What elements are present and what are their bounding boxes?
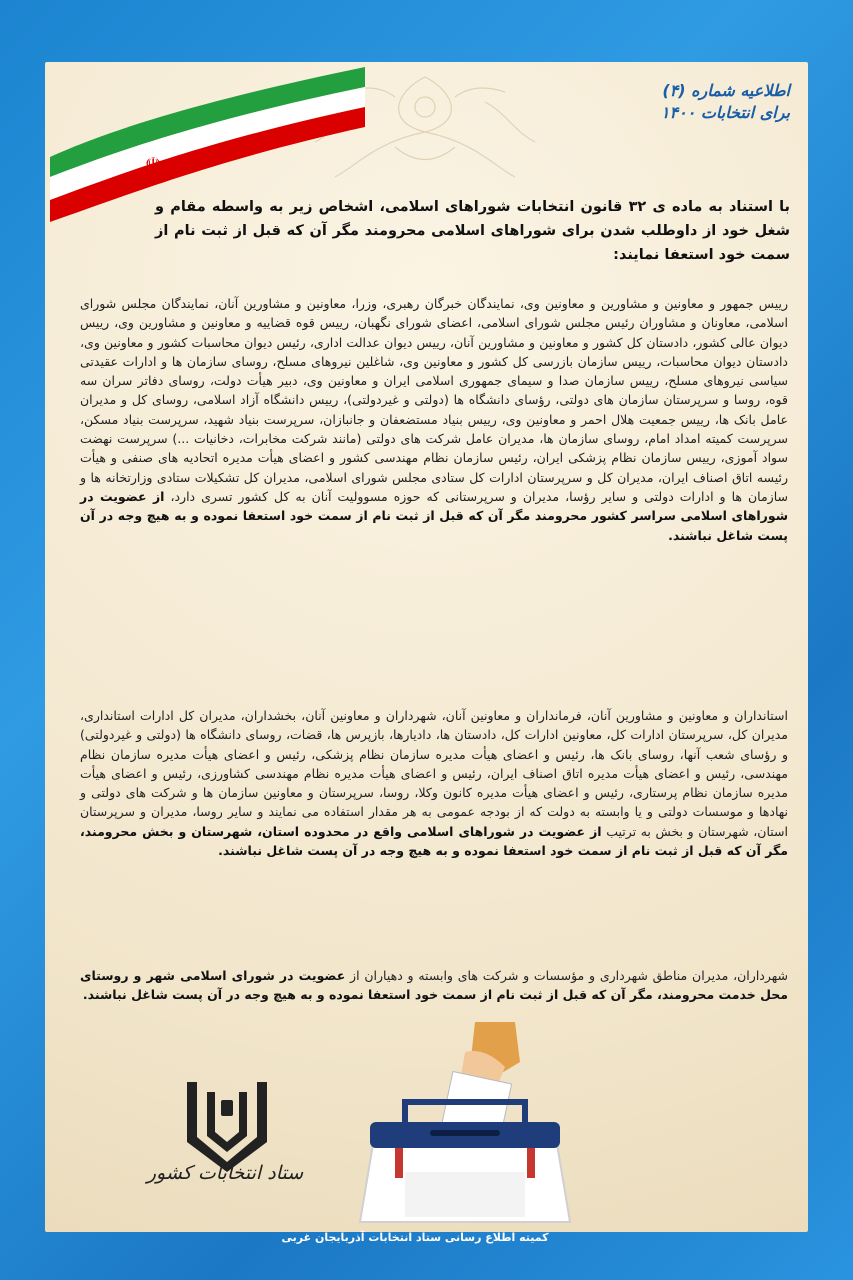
- paragraph-bold: از عضویت در شوراهای اسلامی سراسر کشور محرومند مگر آن که قبل از ثبت نام از سمت خود استعفا نموده و به هیچ وجه در آن پست شاغل نباشند.: [80, 488, 788, 543]
- paragraph-text: رییس جمهور و معاونین و مشاورین و معاونین وی، نمایندگان خبرگان رهبری، وزرا، معاونین و مشاورین آنان، نمایندگان مجلس شورای اسلامی، معاونان و مشاوران رئیس مجلس شورای اسلامی، اعضای شورای نگهبان، رییس قوه قضاییه و معاونین و مشاورین وی، رییس دیوان عالی کشور، دادستان کل کشور و معاونین و مشاورین آنان، رییس دیوان عدالت اداری، رئیس دیوان محاسبات کشور و معاونین وی، دادستان دیوان محاسبات، رییس سازمان بازرسی کل کشور و معاونین وی، شاغلین نیروهای مسلح، روسای سازمان ها و ادارات عقیدتی سیاسی نیروهای مسلح، رییس سازمان صدا و سیمای جمهوری اسلامی ایران و معاونین وی، دبیر هیأت دولت، روسای دفاتر سران سه قوه، روسا و سرپرستان سازمان های دولتی، رؤسای دانشگاه ها (دولتی و غیردولتی)، رییس دانشگاه آزاد اسلامی، روسای کل و مدیران عامل بانک ها، رییس جمعیت هلال احمر و معاونین وی، رییس بنیاد مستضعفان و جانبازان، سرپرست بنیاد شهید، سرپرست بنیاد مسکن، سرپرست کمیته امداد امام، روسای سازمان ها، مدیران عامل شرکت های دولتی (مانند شرکت مخابرات، دخانیات ...) سرپرست نهضت سواد آموزی، رییس سازمان نظام پزشکی ایران، رئیس سازمان نظام مهندسی کشور و اعضای هیأت مدیره اتحادیه های صنفی و هیأت رئیسه اتاق اصناف ایران، مدیران کل و سرپرستان ادارات کل ستادی مجلس شورای اسلامی، مدیران کل تشکیلات ستادی وزارتخانه ها و سازمان ها و ادارات دولتی و سایر رؤسا، مدیران و سرپرستانی که حوزه مسوولیت آنان به کل کشور تسری دارد،: [80, 296, 788, 504]
- paragraph-municipal: [80, 966, 788, 1005]
- paragraph-text: شهرداران، مدیران مناطق شهرداری و مؤسسات و شرکت های وابسته و دهیاران از: [345, 968, 788, 983]
- svg-text:☫: ☫: [145, 154, 162, 175]
- paragraph-provincial: [80, 706, 788, 860]
- notice-number: اطلاعیه شماره (۴): [662, 81, 790, 100]
- footer-committee: [0, 1231, 853, 1244]
- paragraph-text: استانداران و معاونین و مشاورین آنان، فرمانداران و معاونین آنان، شهرداران و معاونین آنان، بخشداران، مدیران کل ادارات استانداری، مدیران کل، سرپرستان ادارات کل، معاونین ادارات کل، دادستان ها، دادیارها، بازپرس ها، قضات، روسای دانشگاه ها (دولتی و غیردولتی) و رؤسای شعب آنها، روسای بانک ها، رئیس و اعضای هیأت مدیره سازمان نظام پزشکی، رئیس و اعضای هیأت مدیره سازمان نظام مهندسی، رئیس و اعضای هیأت مدیره اتاق اصناف ایران، رئیس و اعضای هیأت مدیره نظام مهندسی کشاورزی، رئیس و اعضای هیأت مدیره سازمان نظام پرستاری، رئیس و اعضای هیأت مدیره کانون وکلا، روسا، سرپرستان و معاونین سازمان ها و شرکت های دولتی و نهادها و موسسات دولتی و یا وابسته به دولت که از بودجه عمومی به هر مقدار استفاده می نمایند و سایر روسا، مدیران و سرپرستان استان، شهرستان و بخش به ترتیب: [80, 708, 788, 839]
- ballot-box-illustration: [345, 1022, 585, 1232]
- paragraph-national: [80, 294, 788, 545]
- paragraph-bold: از عضویت در شوراهای اسلامی واقع در محدوده استان، شهرستان و بخش محرومند، مگر آن که قبل از ثبت نام از سمت خود استعفا نموده و به هیچ وجه در آن پست شاغل نباشند.: [80, 823, 788, 859]
- footer-text: کمیته اطلاع رسانی ستاد انتخابات آذربایجان غربی: [281, 1231, 549, 1244]
- notice-heading: [560, 80, 790, 124]
- intro-paragraph: با استناد به ماده ی ۳۲ قانون انتخابات شوراهای اسلامی، اشخاص زیر به واسطه مقام و شغل خود از داوطلب شدن برای شوراهای اسلامی محرومند مگر آن که قبل از ثبت نام از سمت خود استعفا نمایند:: [155, 199, 790, 263]
- notice-subtitle: برای انتخابات ۱۴۰۰: [660, 103, 790, 122]
- election-hq-name: ستاد انتخابات کشور: [146, 1162, 304, 1184]
- paragraph-bold: عضویت در شورای اسلامی شهر و روستای محل خدمت محرومند، مگر آن که قبل از ثبت نام از سمت خود استعفا نموده و به هیچ وجه در آن پست شاغل نباشند.: [80, 968, 788, 1003]
- notice-poster: [45, 62, 808, 1232]
- election-hq-emblem-icon: [157, 1082, 297, 1172]
